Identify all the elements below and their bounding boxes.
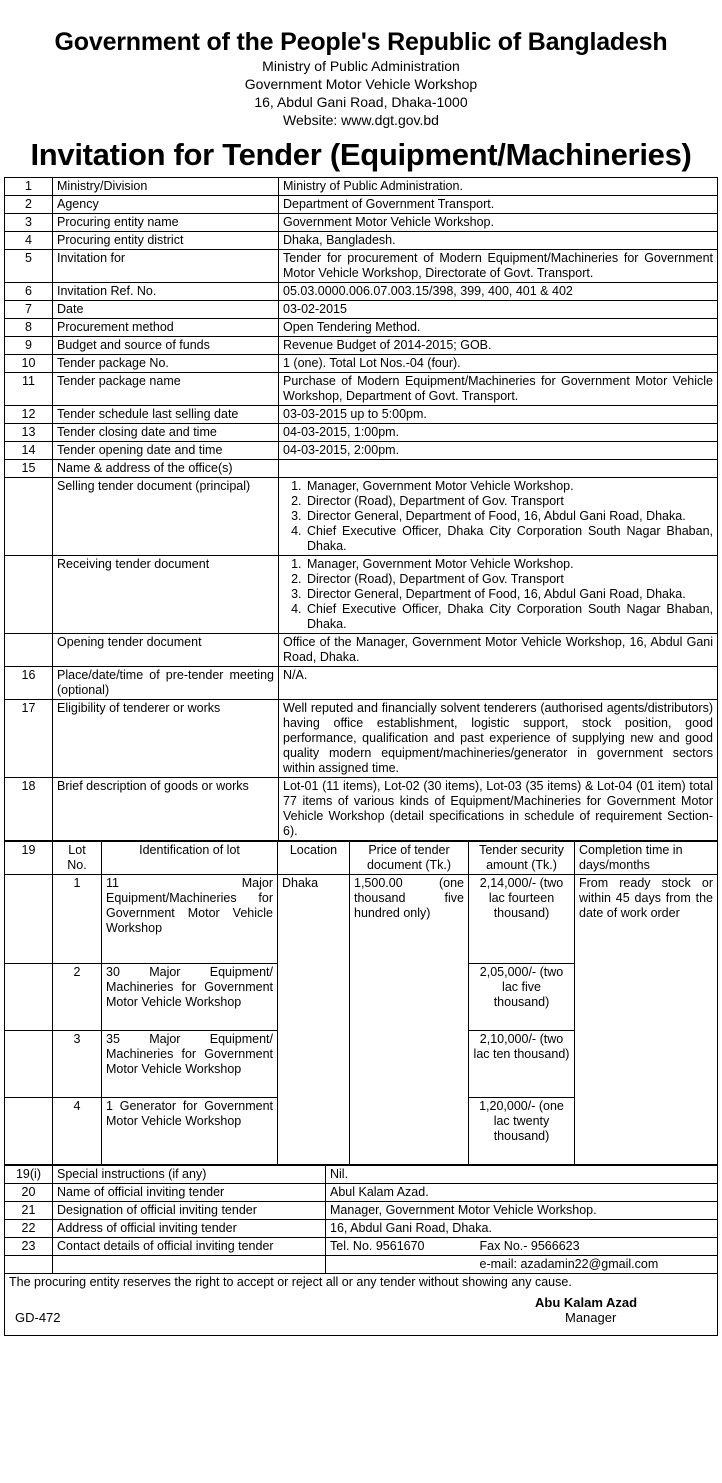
row-label: Name & address of the office(s) [53, 460, 279, 478]
official-details-table [4, 1165, 718, 1291]
lot-location: Dhaka [278, 875, 350, 1165]
ministry-line: Ministry of Public Administration [262, 58, 460, 74]
lot-security: 1,20,000/- (one lac twenty thousand) [469, 1098, 575, 1165]
row-number: 23 [5, 1238, 53, 1256]
lot-security: 2,14,000/- (two lac fourteen thousand) [469, 875, 575, 964]
lot-number: 2 [53, 964, 102, 1031]
selling-office-list [283, 479, 713, 554]
table-row [5, 1202, 718, 1220]
row-value: N/A. [279, 667, 718, 700]
row-value: Lot-01 (11 items), Lot-02 (30 items), Lot-03 (35 items) & Lot-04 (01 item) total 77 items of various kinds of Equipment/Machineries for Government Motor Vehicle Workshop (detail specifications in schedule of requirement Section-6). [279, 778, 718, 841]
lot-no-header: Lot No. [53, 842, 102, 875]
row-label: Eligibility of tenderer or works [53, 700, 279, 778]
tender-document-price: 1,500.00 (one thousand five hundred only) [350, 875, 469, 1165]
row-label: Procurement method [53, 319, 279, 337]
row-label: Name of official inviting tender [53, 1184, 326, 1202]
price-header: Price of tender document (Tk.) [350, 842, 469, 875]
lot-security: 2,05,000/- (two lac five thousand) [469, 964, 575, 1031]
row-value: 04-03-2015, 1:00pm. [279, 424, 718, 442]
row-number: 2 [5, 196, 53, 214]
office-list-item: 3. Director General, Department of Food, 16, Abdul Gani Road, Dhaka. [305, 587, 713, 602]
reservation-note: The procuring entity reserves the right to accept or reject all or any tender without showing any cause. [5, 1274, 718, 1292]
signatory-title: Manager [565, 1310, 617, 1325]
row-label: Date [53, 301, 279, 319]
notice-header [4, 0, 718, 173]
row-label: Procuring entity name [53, 214, 279, 232]
row-label: Agency [53, 196, 279, 214]
table-row [5, 442, 718, 460]
row-value: Government Motor Vehicle Workshop. [279, 214, 718, 232]
table-row [5, 1256, 718, 1274]
row-label: Special instructions (if any) [53, 1166, 326, 1184]
row-label: Invitation Ref. No. [53, 283, 279, 301]
contact-fax: Fax No.- 9566623 [476, 1238, 718, 1256]
lots-table [4, 841, 718, 1165]
table-row [5, 634, 718, 667]
notice-title: Invitation for Tender (Equipment/Machineries) [30, 137, 692, 172]
table-row [5, 337, 718, 355]
table-row [5, 250, 718, 283]
row-number: 14 [5, 442, 53, 460]
row-number: 11 [5, 373, 53, 406]
lot-identification: 11 Major Equipment/Machineries for Government Motor Vehicle Workshop [102, 875, 278, 964]
row-number: 4 [5, 232, 53, 250]
row-number: 21 [5, 1202, 53, 1220]
lot-identification: 35 Major Equipment/ Machineries for Government Motor Vehicle Workshop [102, 1031, 278, 1098]
table-row [5, 424, 718, 442]
lot-security: 2,10,000/- (two lac ten thousand) [469, 1031, 575, 1098]
row-label: Contact details of official inviting tender [53, 1238, 326, 1256]
row-label: Designation of official inviting tender [53, 1202, 326, 1220]
location-header: Location [278, 842, 350, 875]
row-value: Dhaka, Bangladesh. [279, 232, 718, 250]
government-title: Government of the People's Republic of Bangladesh [54, 28, 668, 56]
security-header: Tender security amount (Tk.) [469, 842, 575, 875]
row-label: Tender package No. [53, 355, 279, 373]
office-list-item: 2. Director (Road), Department of Gov. Transport [305, 572, 713, 587]
row-label: Place/date/time of pre-tender meeting (optional) [53, 667, 279, 700]
table-row [5, 1220, 718, 1238]
row-label: Tender schedule last selling date [53, 406, 279, 424]
row-number: 9 [5, 337, 53, 355]
table-row [5, 196, 718, 214]
row-value: Department of Government Transport. [279, 196, 718, 214]
table-row [5, 1184, 718, 1202]
opening-label: Opening tender document [53, 634, 279, 667]
row-value: 1 (one). Total Lot Nos.-04 (four). [279, 355, 718, 373]
lot-row [5, 875, 718, 964]
office-list-item: 2. Director (Road), Department of Gov. Transport [305, 494, 713, 509]
row-value: Abul Kalam Azad. [326, 1184, 718, 1202]
row-label: Tender opening date and time [53, 442, 279, 460]
row-label: Tender closing date and time [53, 424, 279, 442]
receiving-label: Receiving tender document [53, 556, 279, 634]
office-list-item: 1. Manager, Government Motor Vehicle Workshop. [305, 557, 713, 572]
row-label: Tender package name [53, 373, 279, 406]
selling-label: Selling tender document (principal) [53, 478, 279, 556]
identification-header: Identification of lot [102, 842, 278, 875]
table-row [5, 667, 718, 700]
receiving-office-list [283, 557, 713, 632]
row-number: 10 [5, 355, 53, 373]
row-label: Invitation for [53, 250, 279, 283]
row-label: Procuring entity district [53, 232, 279, 250]
opening-value: Office of the Manager, Government Motor Vehicle Workshop, 16, Abdul Gani Road, Dhaka. [279, 634, 718, 667]
row-label: Ministry/Division [53, 178, 279, 196]
table-row [5, 301, 718, 319]
table-row [5, 778, 718, 841]
table-row [5, 556, 718, 634]
row-value: 05.03.0000.006.07.003.15/398, 399, 400, 401 & 402 [279, 283, 718, 301]
table-row [5, 178, 718, 196]
row-number: 22 [5, 1220, 53, 1238]
table-row [5, 700, 718, 778]
row-number: 8 [5, 319, 53, 337]
row-value: Nil. [326, 1166, 718, 1184]
table-row [5, 283, 718, 301]
completion-time: From ready stock or within 45 days from the date of work order [575, 875, 718, 1165]
row-value: Open Tendering Method. [279, 319, 718, 337]
row-number: 17 [5, 700, 53, 778]
row-number: 18 [5, 778, 53, 841]
row-number: 20 [5, 1184, 53, 1202]
row-value: 16, Abdul Gani Road, Dhaka. [326, 1220, 718, 1238]
row-number: 19 [5, 842, 53, 875]
office-list-item: 1. Manager, Government Motor Vehicle Workshop. [305, 479, 713, 494]
table-row [5, 214, 718, 232]
contact-email: e-mail: azadamin22@gmail.com [476, 1256, 718, 1274]
row-number: 16 [5, 667, 53, 700]
lots-header-row [5, 842, 718, 875]
signatory-name: Abu Kalam Azad [535, 1295, 638, 1310]
table-row [5, 319, 718, 337]
address-line: 16, Abdul Gani Road, Dhaka-1000 [254, 94, 468, 110]
office-list-item: 3. Director General, Department of Food, 16, Abdul Gani Road, Dhaka. [305, 509, 713, 524]
row-number: 12 [5, 406, 53, 424]
row-number: 7 [5, 301, 53, 319]
tender-details-table [4, 177, 718, 841]
row-label: Address of official inviting tender [53, 1220, 326, 1238]
lot-identification: 30 Major Equipment/ Machineries for Government Motor Vehicle Workshop [102, 964, 278, 1031]
row-number: 6 [5, 283, 53, 301]
row-value: Ministry of Public Administration. [279, 178, 718, 196]
office-list-item: 4. Chief Executive Officer, Dhaka City Corporation South Nagar Bhaban, Dhaka. [305, 524, 713, 554]
website-line: Website: www.dgt.gov.bd [283, 112, 439, 128]
lot-number: 1 [53, 875, 102, 964]
contact-tel: Tel. No. 9561670 [326, 1238, 476, 1256]
table-row [5, 406, 718, 424]
row-value [279, 460, 718, 478]
table-row [5, 1274, 718, 1292]
table-row [5, 1238, 718, 1256]
row-number: 13 [5, 424, 53, 442]
row-value: 03-02-2015 [279, 301, 718, 319]
table-row [5, 1166, 718, 1184]
completion-header: Completion time in days/months [575, 842, 718, 875]
lot-number: 4 [53, 1098, 102, 1165]
row-value: Purchase of Modern Equipment/Machineries for Government Motor Vehicle Workshop, Department of Govt. Transport. [279, 373, 718, 406]
row-label: Brief description of goods or works [53, 778, 279, 841]
row-value: Well reputed and financially solvent tenderers (authorised agents/distributors) having office establishment, logistic support, stock position, good performance, qualification and past experience of supplying new and good quality modern equipment/machineries/generator in government sectors within assigned time. [279, 700, 718, 778]
table-row [5, 460, 718, 478]
lot-number: 3 [53, 1031, 102, 1098]
table-row [5, 373, 718, 406]
row-value: 03-03-2015 up to 5:00pm. [279, 406, 718, 424]
row-number: 1 [5, 178, 53, 196]
signature-block [4, 1291, 718, 1336]
row-value: 04-03-2015, 2:00pm. [279, 442, 718, 460]
row-number: 3 [5, 214, 53, 232]
row-label: Budget and source of funds [53, 337, 279, 355]
row-value: Revenue Budget of 2014-2015; GOB. [279, 337, 718, 355]
row-number: 19(i) [5, 1166, 53, 1184]
row-number: 5 [5, 250, 53, 283]
row-value: Manager, Government Motor Vehicle Workshop. [326, 1202, 718, 1220]
workshop-line: Government Motor Vehicle Workshop [244, 76, 478, 92]
lot-identification: 1 Generator for Government Motor Vehicle Workshop [102, 1098, 278, 1165]
row-number: 15 [5, 460, 53, 478]
row-value: Tender for procurement of Modern Equipment/Machineries for Government Motor Vehicle Workshop, Directorate of Govt. Transport. [279, 250, 718, 283]
office-list-item: 4. Chief Executive Officer, Dhaka City Corporation South Nagar Bhaban, Dhaka. [305, 602, 713, 632]
ad-code: GD-472 [15, 1310, 61, 1325]
table-row [5, 355, 718, 373]
table-row [5, 478, 718, 556]
table-row [5, 232, 718, 250]
